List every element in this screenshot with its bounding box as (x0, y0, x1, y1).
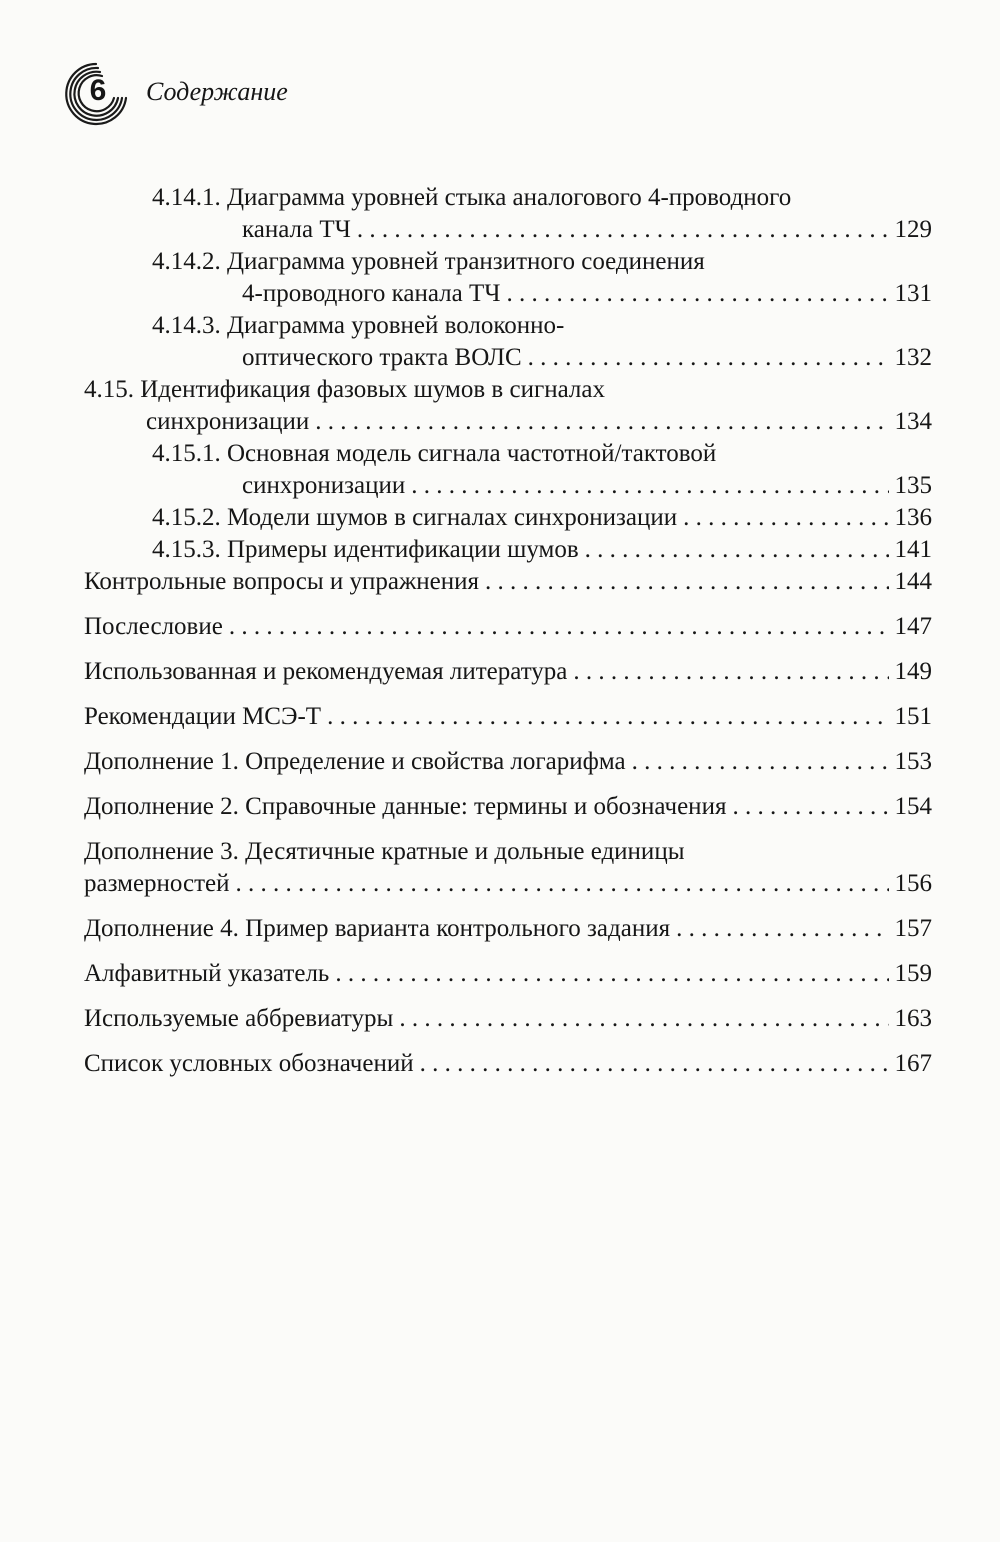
dot-leader (399, 1003, 888, 1035)
toc-entry-title: Диаграмма уровней стыка аналогового 4-проводного (227, 184, 792, 211)
dot-leader (585, 534, 889, 566)
dot-leader (229, 611, 889, 643)
toc-entry-number: 4.15.3. (152, 536, 221, 563)
dot-leader (632, 746, 889, 778)
toc-entry-appendix-3[interactable] (84, 836, 932, 900)
toc-page-number: 154 (894, 793, 932, 820)
toc-page-number: 144 (894, 568, 932, 595)
toc-page-number: 132 (894, 344, 932, 371)
toc-page-number: 134 (894, 408, 932, 435)
toc-entry-appendix-1[interactable] (84, 746, 932, 778)
toc-page-number: 135 (894, 472, 932, 499)
toc-page-number: 141 (894, 536, 932, 563)
toc-entry-number: 4.15.2. (152, 504, 221, 531)
toc-entry-title-continued: канала ТЧ (242, 216, 351, 243)
toc-page-number: 151 (894, 703, 932, 730)
toc-page-number: 156 (894, 870, 932, 897)
toc-entry-4-15-2[interactable] (84, 502, 932, 534)
dot-leader (315, 406, 888, 438)
toc-entry-title: Рекомендации МСЭ-Т (84, 703, 322, 730)
running-title: Содержание (146, 77, 288, 106)
dot-leader (732, 791, 888, 823)
dot-leader (528, 342, 889, 374)
toc-page-number: 129 (894, 216, 932, 243)
toc-entry-4-14-2[interactable] (84, 246, 932, 310)
page-number: 6 (89, 74, 107, 107)
toc-entry-review-questions[interactable] (84, 566, 932, 598)
toc-entry-title-continued: синхронизации (146, 408, 310, 435)
toc-entry-title: Дополнение 2. Справочные данные: термины и обозначения (84, 793, 727, 820)
toc-entry-title: Контрольные вопросы и упражнения (84, 568, 479, 595)
toc-page-number: 167 (894, 1050, 932, 1077)
toc-entry-number: 4.14.3. (152, 312, 221, 339)
toc-entry-4-15-3[interactable] (84, 534, 932, 566)
dot-leader (411, 470, 888, 502)
toc-entry-title: Алфавитный указатель (84, 960, 330, 987)
toc-entry-appendix-2[interactable] (84, 791, 932, 823)
toc-entry-title: Диаграмма уровней транзитного соединения (227, 248, 705, 275)
toc-entry-title: Модели шумов в сигналах синхронизации (227, 504, 678, 531)
toc-page-number: 157 (894, 915, 932, 942)
toc-page-number: 149 (894, 658, 932, 685)
table-of-contents (84, 182, 932, 1080)
toc-entry-itu-recommendations[interactable] (84, 701, 932, 733)
toc-entry-title: Примеры идентификации шумов (227, 536, 579, 563)
toc-entry-title-continued: оптического тракта ВОЛС (242, 344, 522, 371)
toc-entry-4-15-1[interactable] (84, 438, 932, 502)
toc-entry-title: Используемые аббревиатуры (84, 1005, 394, 1032)
dot-leader (335, 958, 888, 990)
dot-leader (327, 701, 888, 733)
toc-page-number: 159 (894, 960, 932, 987)
toc-entry-title: Список условных обозначений (84, 1050, 414, 1077)
toc-entry-number: 4.14.1. (152, 184, 221, 211)
dot-leader (236, 868, 889, 900)
toc-page-number: 147 (894, 613, 932, 640)
toc-entry-appendix-4[interactable] (84, 913, 932, 945)
dot-leader (420, 1048, 889, 1080)
toc-entry-symbols-list[interactable] (84, 1048, 932, 1080)
toc-entry-title-continued: синхронизации (242, 472, 406, 499)
toc-page-number: 153 (894, 748, 932, 775)
toc-page-number: 163 (894, 1005, 932, 1032)
toc-entry-title: Дополнение 1. Определение и свойства логарифма (84, 748, 626, 775)
toc-entry-title-continued: размерностей (84, 870, 230, 897)
toc-entry-title: Послесловие (84, 613, 223, 640)
toc-entry-title: Дополнение 4. Пример варианта контрольного задания (84, 915, 671, 942)
toc-entry-title: Использованная и рекомендуемая литература (84, 658, 568, 685)
dot-leader (683, 502, 888, 534)
toc-entry-number: 4.15.1. (152, 440, 221, 467)
dot-leader (573, 656, 888, 688)
dot-leader (507, 278, 889, 310)
dot-leader (485, 566, 889, 598)
toc-entry-number: 4.15. (84, 376, 134, 403)
toc-page-number: 136 (894, 504, 932, 531)
toc-entry-4-14-1[interactable] (84, 182, 932, 246)
toc-entry-title-continued: 4-проводного канала ТЧ (242, 280, 501, 307)
toc-entry-number: 4.14.2. (152, 248, 221, 275)
dot-leader (357, 214, 889, 246)
toc-entry-4-14-3[interactable] (84, 310, 932, 374)
toc-entry-title: Диаграмма уровней волоконно- (227, 312, 565, 339)
toc-entry-title: Дополнение 3. Десятичные кратные и дольные единицы (84, 838, 685, 865)
toc-entry-literature[interactable] (84, 656, 932, 688)
toc-entry-afterword[interactable] (84, 611, 932, 643)
toc-entry-alphabetical-index[interactable] (84, 958, 932, 990)
toc-entry-4-15[interactable] (84, 374, 932, 438)
toc-page-number: 131 (894, 280, 932, 307)
dot-leader (676, 913, 888, 945)
toc-entry-title: Идентификация фазовых шумов в сигналах (140, 376, 605, 403)
toc-entry-title: Основная модель сигнала частотной/тактовой (227, 440, 717, 467)
toc-entry-abbreviations[interactable] (84, 1003, 932, 1035)
